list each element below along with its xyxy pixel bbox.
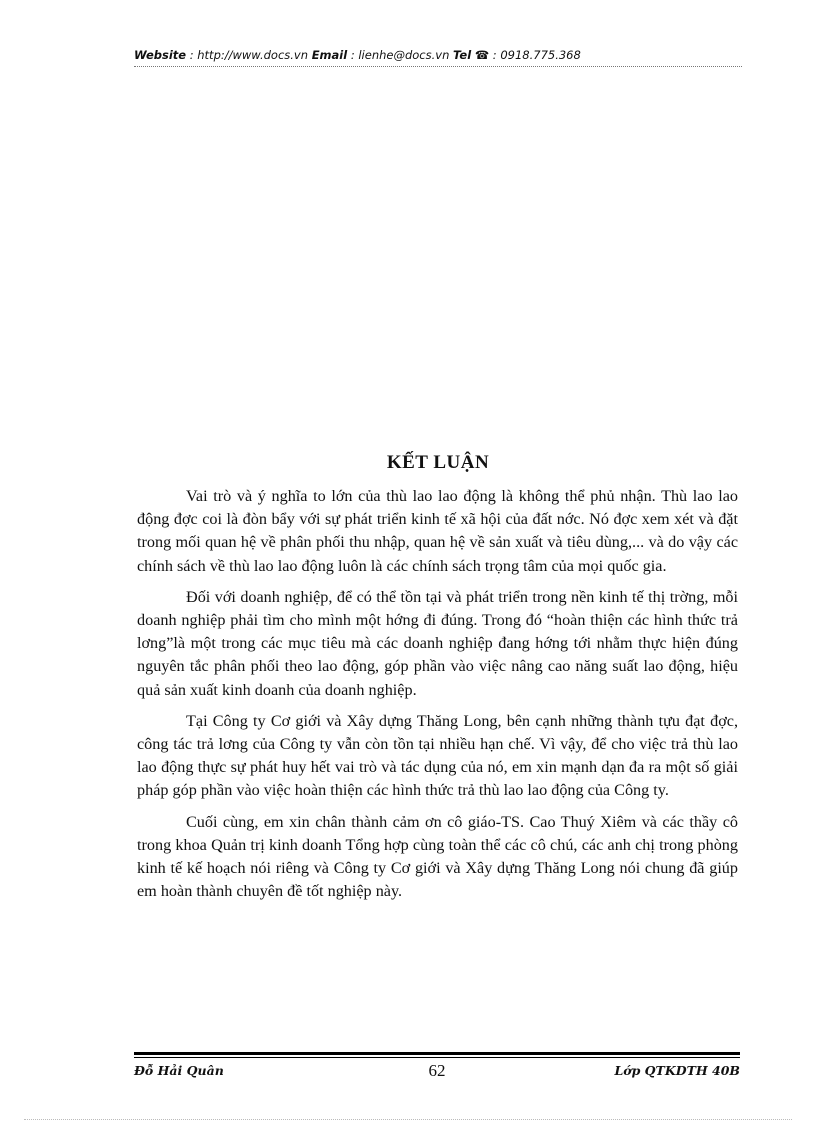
paragraph: Vai trò và ý nghĩa to lớn của thù lao lao động là không thể phủ nhận. Thù lao lao động đợc coi là đòn bẩy với sự phát triển kinh tế xã hội của đất nớc. Nó đợc xem xét và đặt trong mối quan hệ về phân phối thu nhập, quan hệ về sản xuất và tiêu dùng,... và do vậy các chính sách về thù lao lao động luôn là các chính sách trọng tâm của mọi quốc gia. [137, 487, 738, 575]
document-body [137, 485, 738, 911]
page-title: KẾT LUẬN [386, 452, 490, 473]
header-divider [134, 66, 742, 67]
website-url[interactable]: : http://www.docs.vn [189, 48, 309, 62]
page-footer [134, 1061, 740, 1085]
tel-label: Tel [453, 48, 472, 62]
page-number: 62 [428, 1061, 446, 1080]
paragraph: Tại Công ty Cơ giới và Xây dựng Thăng Long, bên cạnh những thành tựu đạt đợc, công tác trả lơng của Công ty vẫn còn tồn tại nhiều hạn chế. Vì vậy, để cho việc trả thù lao lao động thực sự phát huy hết vai trò và tác dụng của nó, em xin mạnh dạn đa ra một số giải pháp góp phần vào việc hoàn thiện các hình thức trả thù lao lao động của Công ty. [137, 711, 738, 800]
paragraph: Cuối cùng, em xin chân thành cảm ơn cô giáo-TS. Cao Thuý Xiêm và các thầy cô trong khoa Quản trị kinh doanh Tổng hợp cùng toàn thể các cô chú, các anh chị trong phòng kinh tế kế hoạch nói riêng và Công ty Cơ giới và Xây dựng Thăng Long nói chung đã giúp em hoàn thành chuyên đề tốt nghiệp này. [137, 812, 738, 901]
footer-author: Đỗ Hải Quân [134, 1063, 224, 1078]
footer-divider-thick [134, 1052, 740, 1055]
paragraph: Đối với doanh nghiệp, để có thể tồn tại và phát triển trong nền kinh tế thị trờng, mỗi doanh nghiệp phải tìm cho mình một hớng đi đúng. Trong đó “hoàn thiện các hình thức trả lơng”là một trong các mục tiêu mà các doanh nghiệp đang hớng tới nhằm thực hiện đúng nguyên tắc phân phối theo lao động, góp phần vào việc nâng cao năng suất lao động, hiệu quả sản xuất kinh doanh của doanh nghiệp. [137, 587, 738, 699]
page-header [134, 48, 742, 62]
bottom-divider [24, 1119, 792, 1120]
phone-icon: ☎ [474, 48, 490, 62]
email-label: Email [311, 48, 348, 62]
website-label: Website [134, 48, 187, 62]
footer-class: Lớp QTKDTH 40B [614, 1063, 740, 1078]
footer-divider-thin [134, 1057, 740, 1058]
tel-number: : 0918.775.368 [492, 48, 581, 62]
email-address[interactable]: : lienhe@docs.vn [350, 48, 450, 62]
